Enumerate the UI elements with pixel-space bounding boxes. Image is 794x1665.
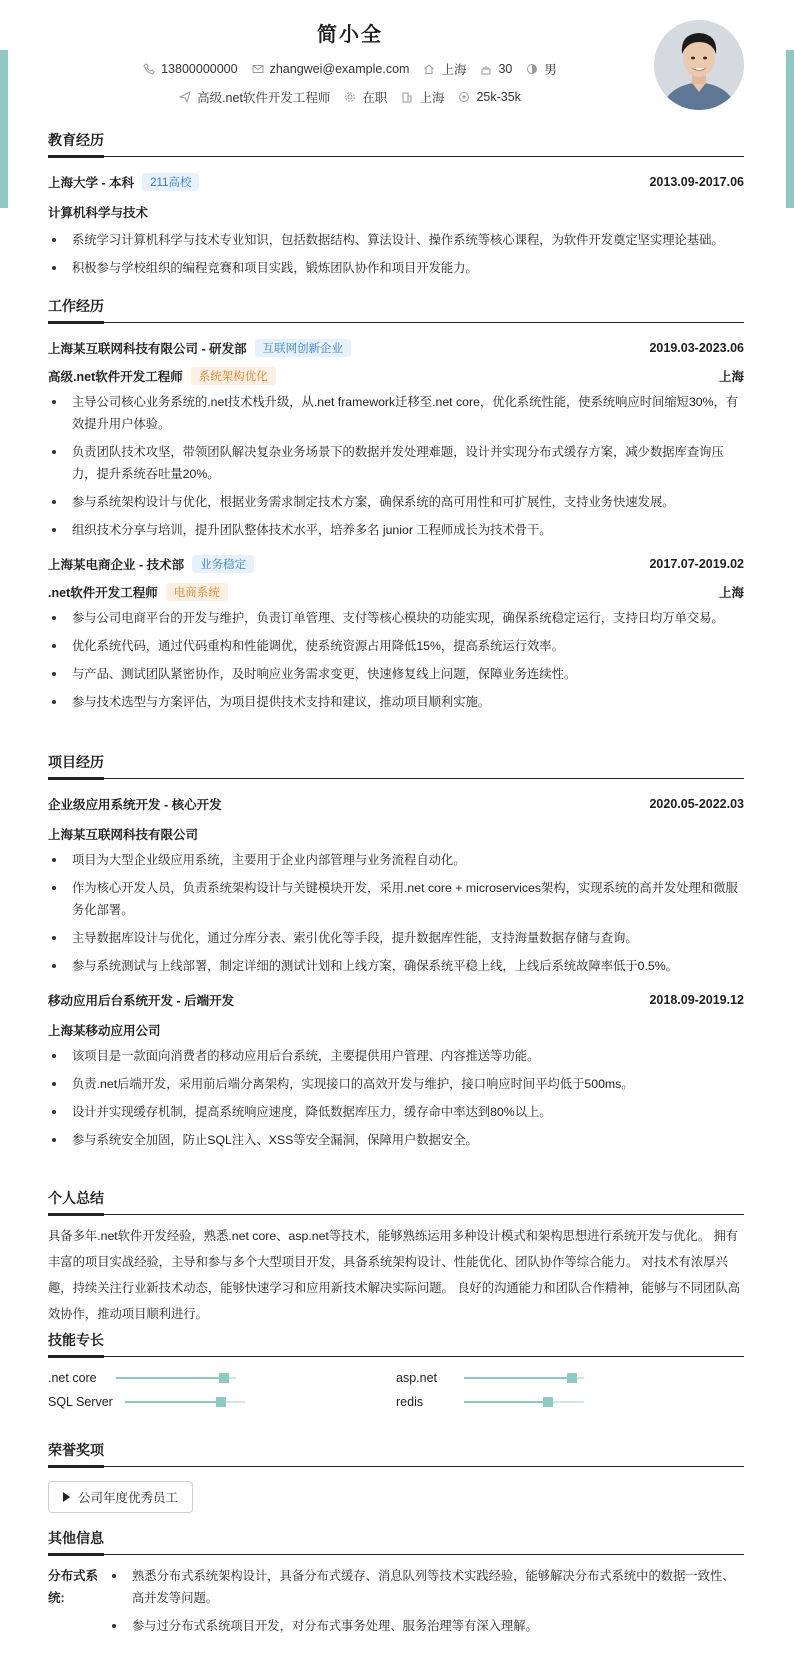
skill-name: .net core <box>48 1371 97 1385</box>
email-item <box>252 62 410 76</box>
salary-item <box>458 90 520 104</box>
list-item: 熟悉分布式系统架构设计，具备分布式缓存、消息队列等技术实践经验，能够解决分布式系统中的数据一致性、高并发等问题。 <box>108 1565 744 1609</box>
position-text: 高级.net软件开发工程师 <box>197 91 331 105</box>
skill-knob <box>216 1397 226 1407</box>
list-item: 优化系统代码，通过代码重构和性能调优，使系统资源占用降低15%，提高系统运行效率。 <box>48 635 744 657</box>
work-location: 上海 <box>718 370 744 384</box>
skills-grid <box>48 1371 744 1409</box>
age-item <box>480 62 512 76</box>
work-period: 2019.03-2023.06 <box>649 341 744 355</box>
send-icon <box>179 91 191 103</box>
cake-icon <box>480 63 492 75</box>
list-item: 作为核心开发人员，负责系统架构设计与关键模块开发，采用.net core + microservices架构，实现系统的高并发处理和微服务化部署。 <box>48 877 744 921</box>
city-item <box>423 60 466 78</box>
skill-item <box>48 1395 396 1409</box>
skill-item <box>396 1395 744 1409</box>
list-item: 主导公司核心业务系统的.net技术栈升级，从.net framework迁移至.net core，优化系统性能，使系统响应时间缩短30%，有效提升用户体验。 <box>48 391 744 435</box>
position-item <box>179 88 330 106</box>
skill-name: SQL Server <box>48 1395 113 1409</box>
skills-section <box>48 1330 744 1409</box>
company-name: 上海某电商企业 - 技术部 <box>48 558 185 572</box>
school-name: 上海大学 - 本科 <box>48 176 135 190</box>
skill-name: asp.net <box>396 1371 438 1385</box>
mail-icon <box>252 63 264 75</box>
role-tag: 电商系统 <box>166 583 228 601</box>
list-item: 负责.net后端开发，采用前后端分离架构，实现接口的高效开发与维护，接口响应时间平均低于500ms。 <box>48 1073 744 1095</box>
list-item: 组织技术分享与培训，提升团队整体技术水平，培养多名 junior 工程师成长为技术骨干。 <box>48 519 744 541</box>
company-tag: 互联网创新企业 <box>255 339 352 357</box>
list-item: 项目为大型企业级应用系统，主要用于企业内部管理与业务流程自动化。 <box>48 849 744 871</box>
salary-text: 25k-35k <box>476 90 521 104</box>
list-item: 主导数据库设计与优化，通过分库分表、索引优化等手段，提升数据库性能，支持海量数据存储与查询。 <box>48 927 744 949</box>
company-name: 上海某互联网科技有限公司 - 研发部 <box>48 342 247 356</box>
work-period: 2017.07-2019.02 <box>649 557 744 571</box>
skill-knob <box>543 1397 553 1407</box>
status-item <box>344 88 387 106</box>
gender-item <box>526 60 557 78</box>
work-entry <box>48 337 744 541</box>
award-item <box>48 1481 193 1513</box>
coin-icon <box>458 91 470 103</box>
section-title: 技能专长 <box>48 1330 744 1357</box>
role-tag: 系统架构优化 <box>191 367 276 385</box>
work-entry <box>48 553 744 713</box>
play-icon <box>63 1492 70 1502</box>
list-item: 系统学习计算机科学与技术专业知识，包括数据结构、算法设计、操作系统等核心课程，为软件开发奠定坚实理论基础。 <box>48 229 744 251</box>
status-text: 在职 <box>362 91 388 105</box>
city-text: 上海 <box>441 63 467 77</box>
candidate-name: 简小全 <box>317 24 383 46</box>
list-item: 设计并实现缓存机制，提高系统响应速度，降低数据库压力，缓存命中率达到80%以上。 <box>48 1101 744 1123</box>
work-location: 上海 <box>718 586 744 600</box>
list-item: 积极参与学校组织的编程竞赛和项目实践，锻炼团队协作和项目开发能力。 <box>48 257 744 279</box>
skill-knob <box>219 1373 229 1383</box>
skill-fill <box>116 1377 224 1379</box>
list-item: 参与系统安全加固，防止SQL注入、XSS等安全漏洞，保障用户数据安全。 <box>48 1129 744 1151</box>
list-item: 参与过分布式系统项目开发，对分布式事务处理、服务治理等有深入理解。 <box>108 1615 744 1637</box>
phone-text: 13800000000 <box>161 62 238 76</box>
phone-icon <box>143 63 155 75</box>
skill-bar <box>464 1401 584 1403</box>
skill-fill <box>464 1401 548 1403</box>
list-item: 该项目是一款面向消费者的移动应用后台系统，主要提供用户管理、内容推送等功能。 <box>48 1045 744 1067</box>
list-item: 参与系统测试与上线部署，制定详细的测试计划和上线方案，确保系统平稳上线，上线后系统故障率低于0.5%。 <box>48 955 744 977</box>
list-item: 参与技术选型与方案评估，为项目提供技术支持和建议，推动项目顺利实施。 <box>48 691 744 713</box>
role-name: .net软件开发工程师 <box>48 586 158 600</box>
award-text: 公司年度优秀员工 <box>78 1491 179 1505</box>
age-text: 30 <box>498 62 513 76</box>
skill-bar <box>464 1377 584 1379</box>
other-entry <box>48 1565 744 1643</box>
intention-row <box>0 88 700 106</box>
major: 计算机科学与技术 <box>48 206 149 220</box>
project-period: 2020.05-2022.03 <box>649 797 744 811</box>
section-title: 个人总结 <box>48 1188 744 1215</box>
list-item: 参与公司电商平台的开发与维护，负责订单管理、支付等核心模块的功能实现，确保系统稳定运行，支持日均万单交易。 <box>48 607 744 629</box>
list-item: 参与系统架构设计与优化，根据业务需求制定技术方案，确保系统的高可用性和可扩展性，支持业务快速发展。 <box>48 491 744 513</box>
project-entry <box>48 989 744 1151</box>
project-name: 企业级应用系统开发 - 核心开发 <box>48 798 222 812</box>
home-icon <box>423 63 435 75</box>
other-label: 分布式系统: <box>48 1569 99 1605</box>
project-entry <box>48 793 744 977</box>
avatar <box>654 20 744 110</box>
summary-section <box>48 1188 744 1327</box>
building-icon <box>401 91 413 103</box>
section-title: 其他信息 <box>48 1528 744 1555</box>
right-accent-bar <box>786 50 794 208</box>
school-tag: 211高校 <box>142 173 199 191</box>
skill-item <box>48 1371 396 1385</box>
target-city-item <box>401 88 444 106</box>
project-company: 上海某互联网科技有限公司 <box>48 828 199 842</box>
section-title: 教育经历 <box>48 130 744 157</box>
awards-section <box>48 1440 744 1513</box>
contact-row <box>0 60 700 78</box>
company-tag: 业务稳定 <box>192 555 254 573</box>
list-item: 负责团队技术攻坚，带领团队解决复杂业务场景下的数据并发处理难题，设计并实现分布式缓存方案，减少数据库查询压力，提升系统吞吐量20%。 <box>48 441 744 485</box>
skill-bar <box>125 1401 245 1403</box>
summary-text: 具备多年.net软件开发经验，熟悉.net core、asp.net等技术，能够熟练运用多种设计模式和架构思想进行系统开发与优化。 拥有丰富的项目实战经验，主导和参与多个大型项目开发，具备系统架构设计、性能优化、团队协作等综合能力。 对技术有浓厚兴趣，持续关注行业新技术动态，能够快速学习和应用新技术解决实际问题。 良好的沟通能力和团队合作精神，能够与不同团队高效协作，推动项目顺利进行。 <box>48 1229 741 1321</box>
work-section <box>48 296 744 719</box>
section-title: 工作经历 <box>48 296 744 323</box>
email-text: zhangwei@example.com <box>269 62 410 76</box>
list-item: 与产品、测试团队紧密协作，及时响应业务需求变更，快速修复线上问题，保障业务连续性。 <box>48 663 744 685</box>
skill-fill <box>464 1377 572 1379</box>
other-section <box>48 1528 744 1643</box>
project-company: 上海某移动应用公司 <box>48 1024 161 1038</box>
project-name: 移动应用后台系统开发 - 后端开发 <box>48 994 235 1008</box>
section-title: 项目经历 <box>48 752 744 779</box>
skill-knob <box>567 1373 577 1383</box>
education-entry <box>48 171 744 279</box>
role-name: 高级.net软件开发工程师 <box>48 370 183 384</box>
skill-fill <box>125 1401 221 1403</box>
section-title: 荣誉奖项 <box>48 1440 744 1467</box>
phone-item <box>143 62 237 76</box>
skill-item <box>396 1371 744 1385</box>
project-period: 2018.09-2019.12 <box>649 993 744 1007</box>
gear-icon <box>344 91 356 103</box>
projects-section <box>48 752 744 1157</box>
education-section <box>48 130 744 285</box>
skill-name: redis <box>396 1395 424 1409</box>
skill-bar <box>116 1377 236 1379</box>
gender-text: 男 <box>544 63 557 77</box>
gender-icon <box>526 63 538 75</box>
education-period: 2013.09-2017.06 <box>649 175 744 189</box>
target-city-text: 上海 <box>419 91 445 105</box>
